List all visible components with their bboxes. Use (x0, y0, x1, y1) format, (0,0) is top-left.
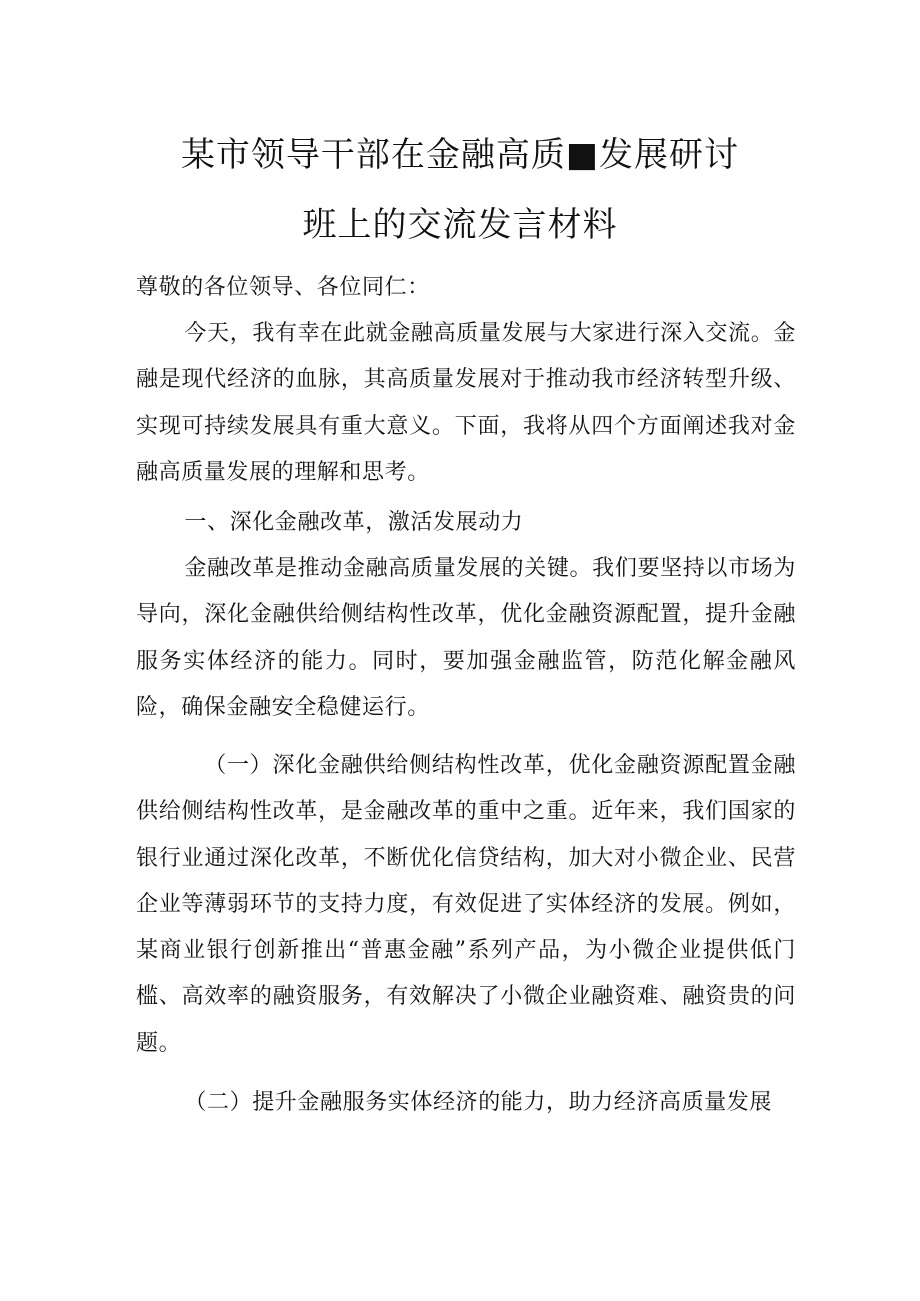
section-1-paragraph-text: 金融改革是推动金融高质量发展的关键。我们要坚持以市场为导向，深化金融供给侧结构性改革，优化金融资源配置，提升金融服务实体经济的能力。同时，要加强金融监管，防范化解金融风险，确保金融安全稳健运行。 (136, 556, 796, 720)
subsection-1-paragraph (136, 743, 796, 1067)
salutation-text: 尊敬的各位领导、各位同仁： (136, 275, 430, 300)
section-1-heading (136, 500, 796, 546)
subsection-1-text: （一）深化金融供给侧结构性改革，优化金融资源配置金融供给侧结构性改革，是金融改革的重中之重。近年来，我们国家的银行业通过深化改革，不断优化信贷结构，加大对小微企业、民营企业等薄弱环节的支持力度，有效促进了实体经济的发展。例如，某商业银行创新推出“普惠金融”系列产品，为小微企业提供低门槛、高效率的融资服务，有效解决了小微企业融资难、融资贵的问题。 (136, 753, 796, 1056)
subsection-2-heading-text: （二）提升金融服务实体经济的能力，助力经济高质量发展 (184, 1090, 772, 1115)
document-title-line-2: 班上的交流发言材料 (302, 205, 618, 245)
subsection-2-heading (136, 1080, 796, 1126)
section-1-heading-text: 一、深化金融改革，激活发展动力 (184, 510, 524, 535)
intro-paragraph-text: 今天，我有幸在此就金融高质量发展与大家进行深入交流。金融是现代经济的血脉，其高质量发展对于推动我市经济转型升级、实现可持续发展具有重大意义。下面，我将从四个方面阐述我对金融高质量发展的理解和思考。 (136, 321, 796, 485)
section-1-paragraph (136, 546, 796, 731)
intro-paragraph (136, 311, 796, 496)
document-title-line-1: 某市领导干部在金融高质■发展研讨 (180, 135, 740, 175)
salutation (136, 265, 796, 311)
